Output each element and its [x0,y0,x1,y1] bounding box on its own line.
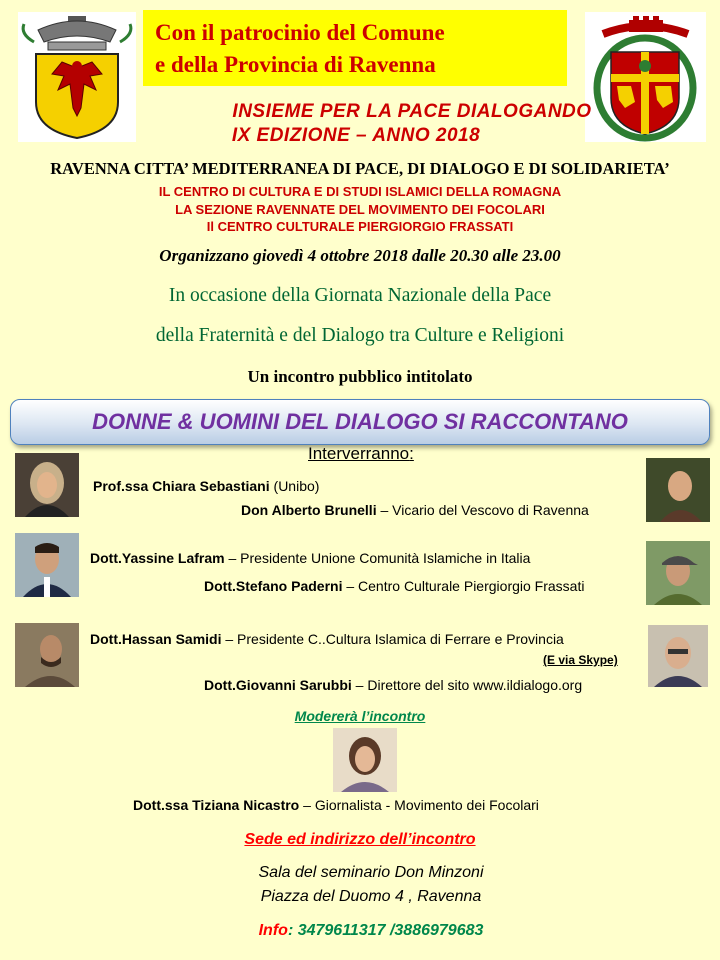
organizer-3: Il CENTRO CULTURALE PIERGIORGIO FRASSATI [206,219,514,234]
speaker-line-yassine: Dott.Yassine Lafram – Presidente Unione Comunità Islamiche in Italia [90,550,531,566]
venue-line-1: Sala del seminario Don Minzoni [258,864,484,881]
patronage-box [143,10,567,86]
speaker-photo-giovanni [648,625,708,687]
speaker-line-stefano: Dott.Stefano Paderni – Centro Culturale Piergiorgio Frassati [204,578,585,594]
venue-line-2: Piazza del Duomo 4 , Ravenna [260,888,482,905]
info-label: Info [258,922,288,939]
moderator-photo-tiziana [333,728,397,792]
occasion-line-1: In occasione della Giornata Nazionale della Pace [168,285,552,306]
speaker-line-giovanni: Dott.Giovanni Sarubbi – Direttore del sito www.ildialogo.org [204,677,583,693]
patronage-line-1: Con il patrocinio del Comune [155,20,445,45]
intro-line: Un incontro pubblico intitolato [247,367,473,386]
skype-note: (E via Skype) [543,653,618,667]
speaker-photo-hassan [15,623,79,687]
organizer-2: LA SEZIONE RAVENNATE DEL MOVIMENTO DEI FOCOLARI [175,202,545,217]
moderator-heading: Modererà l’incontro [294,708,426,724]
speaker-photo-chiara [15,453,79,517]
speaker-line-chiara: Prof.ssa Chiara Sebastiani (Unibo) [93,478,320,494]
date-line: Organizzano giovedì 4 ottobre 2018 dalle 20.30 alle 23.00 [159,246,561,265]
city-line: RAVENNA CITTA’ MEDITERRANEA DI PACE, DI DIALOGO E DI SOLIDARIETA’ [50,159,670,178]
title-banner [10,399,710,445]
moderator-line: Dott.ssa Tiziana Nicastro – Giornalista - Movimento dei Focolari [133,797,539,813]
occasion-line-2: della Fraternità e del Dialogo tra Culture e Religioni [155,325,565,346]
event-title-line-1: INSIEME PER LA PACE DIALOGANDO [232,101,592,122]
speaker-photo-yassine [15,533,79,597]
speaker-line-hassan: Dott.Hassan Samidi – Presidente C..Cultura Islamica di Ferrare e Provincia [90,631,564,647]
patronage-line-2: e della Provincia di Ravenna [155,52,436,77]
speakers-heading: Interverranno: [308,444,414,463]
organizer-1: IL CENTRO DI CULTURA E DI STUDI ISLAMICI DELLA ROMAGNA [158,184,562,199]
event-title-line-2: IX EDIZIONE – ANNO 2018 [231,125,481,146]
banner-title: DONNE & UOMINI DEL DIALOGO SI RACCONTANO [92,409,628,434]
info-numbers: : 3479611317 /3886979683 [287,922,484,939]
info-line [0,922,720,940]
venue-heading: Sede ed indirizzo dell’incontro [244,831,476,848]
speaker-photo-stefano [646,541,710,605]
speaker-line-alberto: Don Alberto Brunelli – Vicario del Vescovo di Ravenna [241,502,589,518]
speaker-photo-alberto [646,458,710,522]
